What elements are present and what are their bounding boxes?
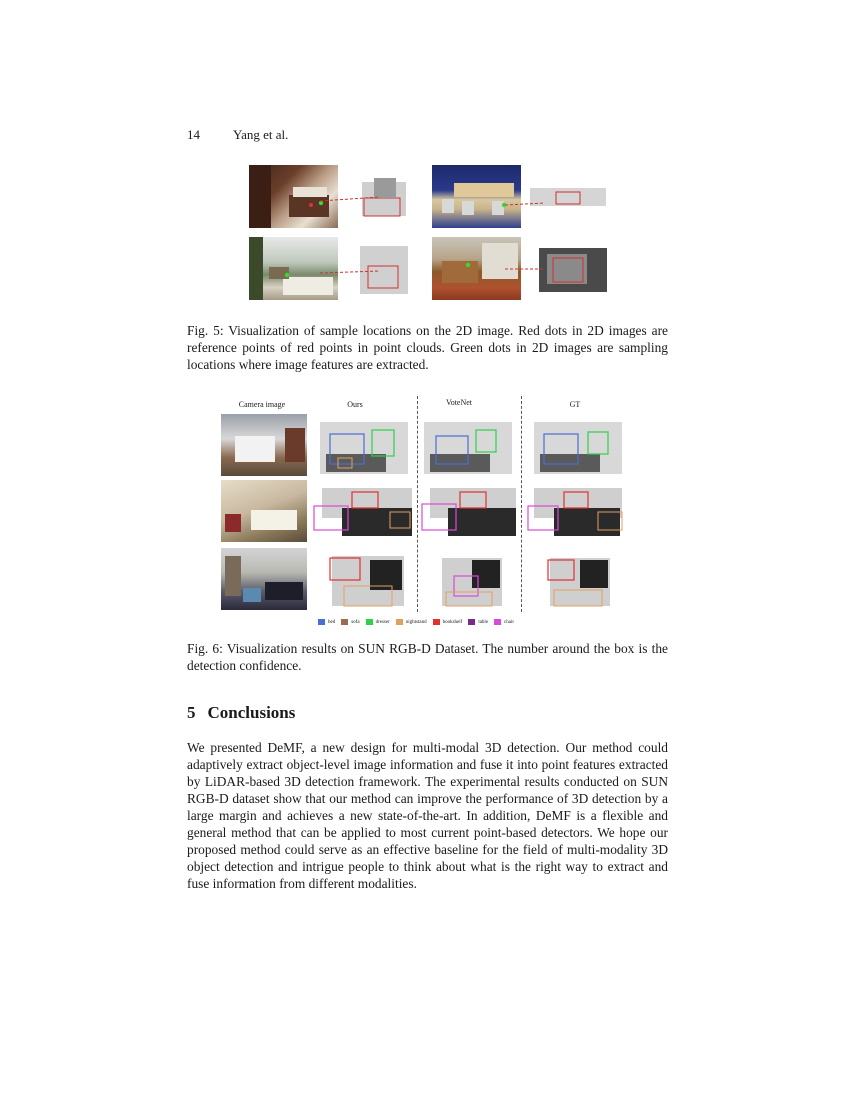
legend-item-table (468, 619, 488, 625)
page-number: 14 (187, 127, 200, 142)
figure-5-caption: Fig. 5: Visualization of sample locations on the 2D image. Red dots in 2D images are reference points of red points in point clouds. Green dots in 2D images are sampling locations where image features are extracted. (187, 323, 668, 372)
legend-item-dresser (366, 619, 390, 625)
fig6-camera-livingroom (221, 480, 307, 542)
conclusions-paragraph: We presented DeMF, a new design for multi-modal 3D detection. Our method could adaptively extract object-level image information and fuse it into point features extracted by LiDAR-based 3D detection framework. The experimental results conducted on SUN RGB-D dataset show that our method can improve the performance of 3D detection by a large margin and achieves a new state-of-the-art. In addition, DeMF is a flexible and general method that can be applied to most current point-based detectors. We hope our proposed method could serve as an effective baseline for the field of multi-modality 3D object detection and intrigue people to think about what is the right way to extract and fuse information from different modalities. (187, 740, 668, 891)
fig6-legend (318, 617, 520, 627)
section-title: Conclusions (207, 703, 296, 722)
fig6-camera-lounge (221, 548, 307, 610)
legend-swatch (366, 619, 373, 625)
fig6-column-separator (417, 396, 418, 612)
fig6-gt-row2 (524, 484, 626, 544)
fig5-correspondence-line (320, 268, 380, 278)
fig6-votenet-row2 (420, 484, 520, 544)
fig5-photo-office (432, 165, 521, 228)
fig6-header-gt: GT (569, 400, 581, 409)
fig6-ours-row2 (312, 484, 416, 544)
legend-label: sofa (351, 619, 360, 625)
legend-label: bed (328, 619, 336, 625)
fig6-camera-bedroom (221, 414, 307, 476)
fig6-ours-row1 (316, 414, 414, 480)
legend-swatch (318, 619, 325, 625)
fig6-ours-row3 (326, 550, 410, 612)
fig6-header-votenet: VoteNet (445, 398, 473, 407)
legend-label: bookshelf (442, 619, 463, 625)
legend-swatch (468, 619, 475, 625)
legend-label: chair (504, 619, 515, 625)
legend-swatch (341, 619, 348, 625)
fig6-gt-row3 (544, 552, 616, 612)
section-heading (187, 703, 295, 723)
legend-item-chair (494, 619, 514, 625)
fig6-votenet-row1 (420, 414, 518, 480)
fig6-header-ours: Ours (347, 400, 363, 409)
legend-item-bookshelf (433, 619, 463, 625)
fig5-correspondence-line (505, 200, 545, 210)
legend-swatch (396, 619, 403, 625)
section-number: 5 (187, 703, 196, 722)
fig6-votenet-row3 (436, 552, 508, 612)
fig5-correspondence-line (505, 264, 545, 274)
legend-item-nightstand (396, 619, 427, 625)
legend-swatch (433, 619, 440, 625)
fig6-column-separator (521, 396, 522, 612)
legend-swatch (494, 619, 501, 625)
running-header-authors: Yang et al. (233, 127, 289, 142)
fig6-header-camera: Camera image (238, 400, 286, 409)
legend-label: dresser (375, 619, 390, 625)
fig5-correspondence-line (320, 195, 380, 205)
legend-item-bed (318, 619, 335, 625)
fig6-gt-row1 (530, 414, 628, 480)
legend-item-sofa (341, 619, 359, 625)
legend-label: nightstand (405, 619, 427, 625)
figure-6-caption: Fig. 6: Visualization results on SUN RGB-D Dataset. The number around the box is the detection confidence. (187, 641, 668, 673)
legend-label: table (478, 619, 489, 625)
fig5-pointcloud-reception (537, 244, 609, 296)
